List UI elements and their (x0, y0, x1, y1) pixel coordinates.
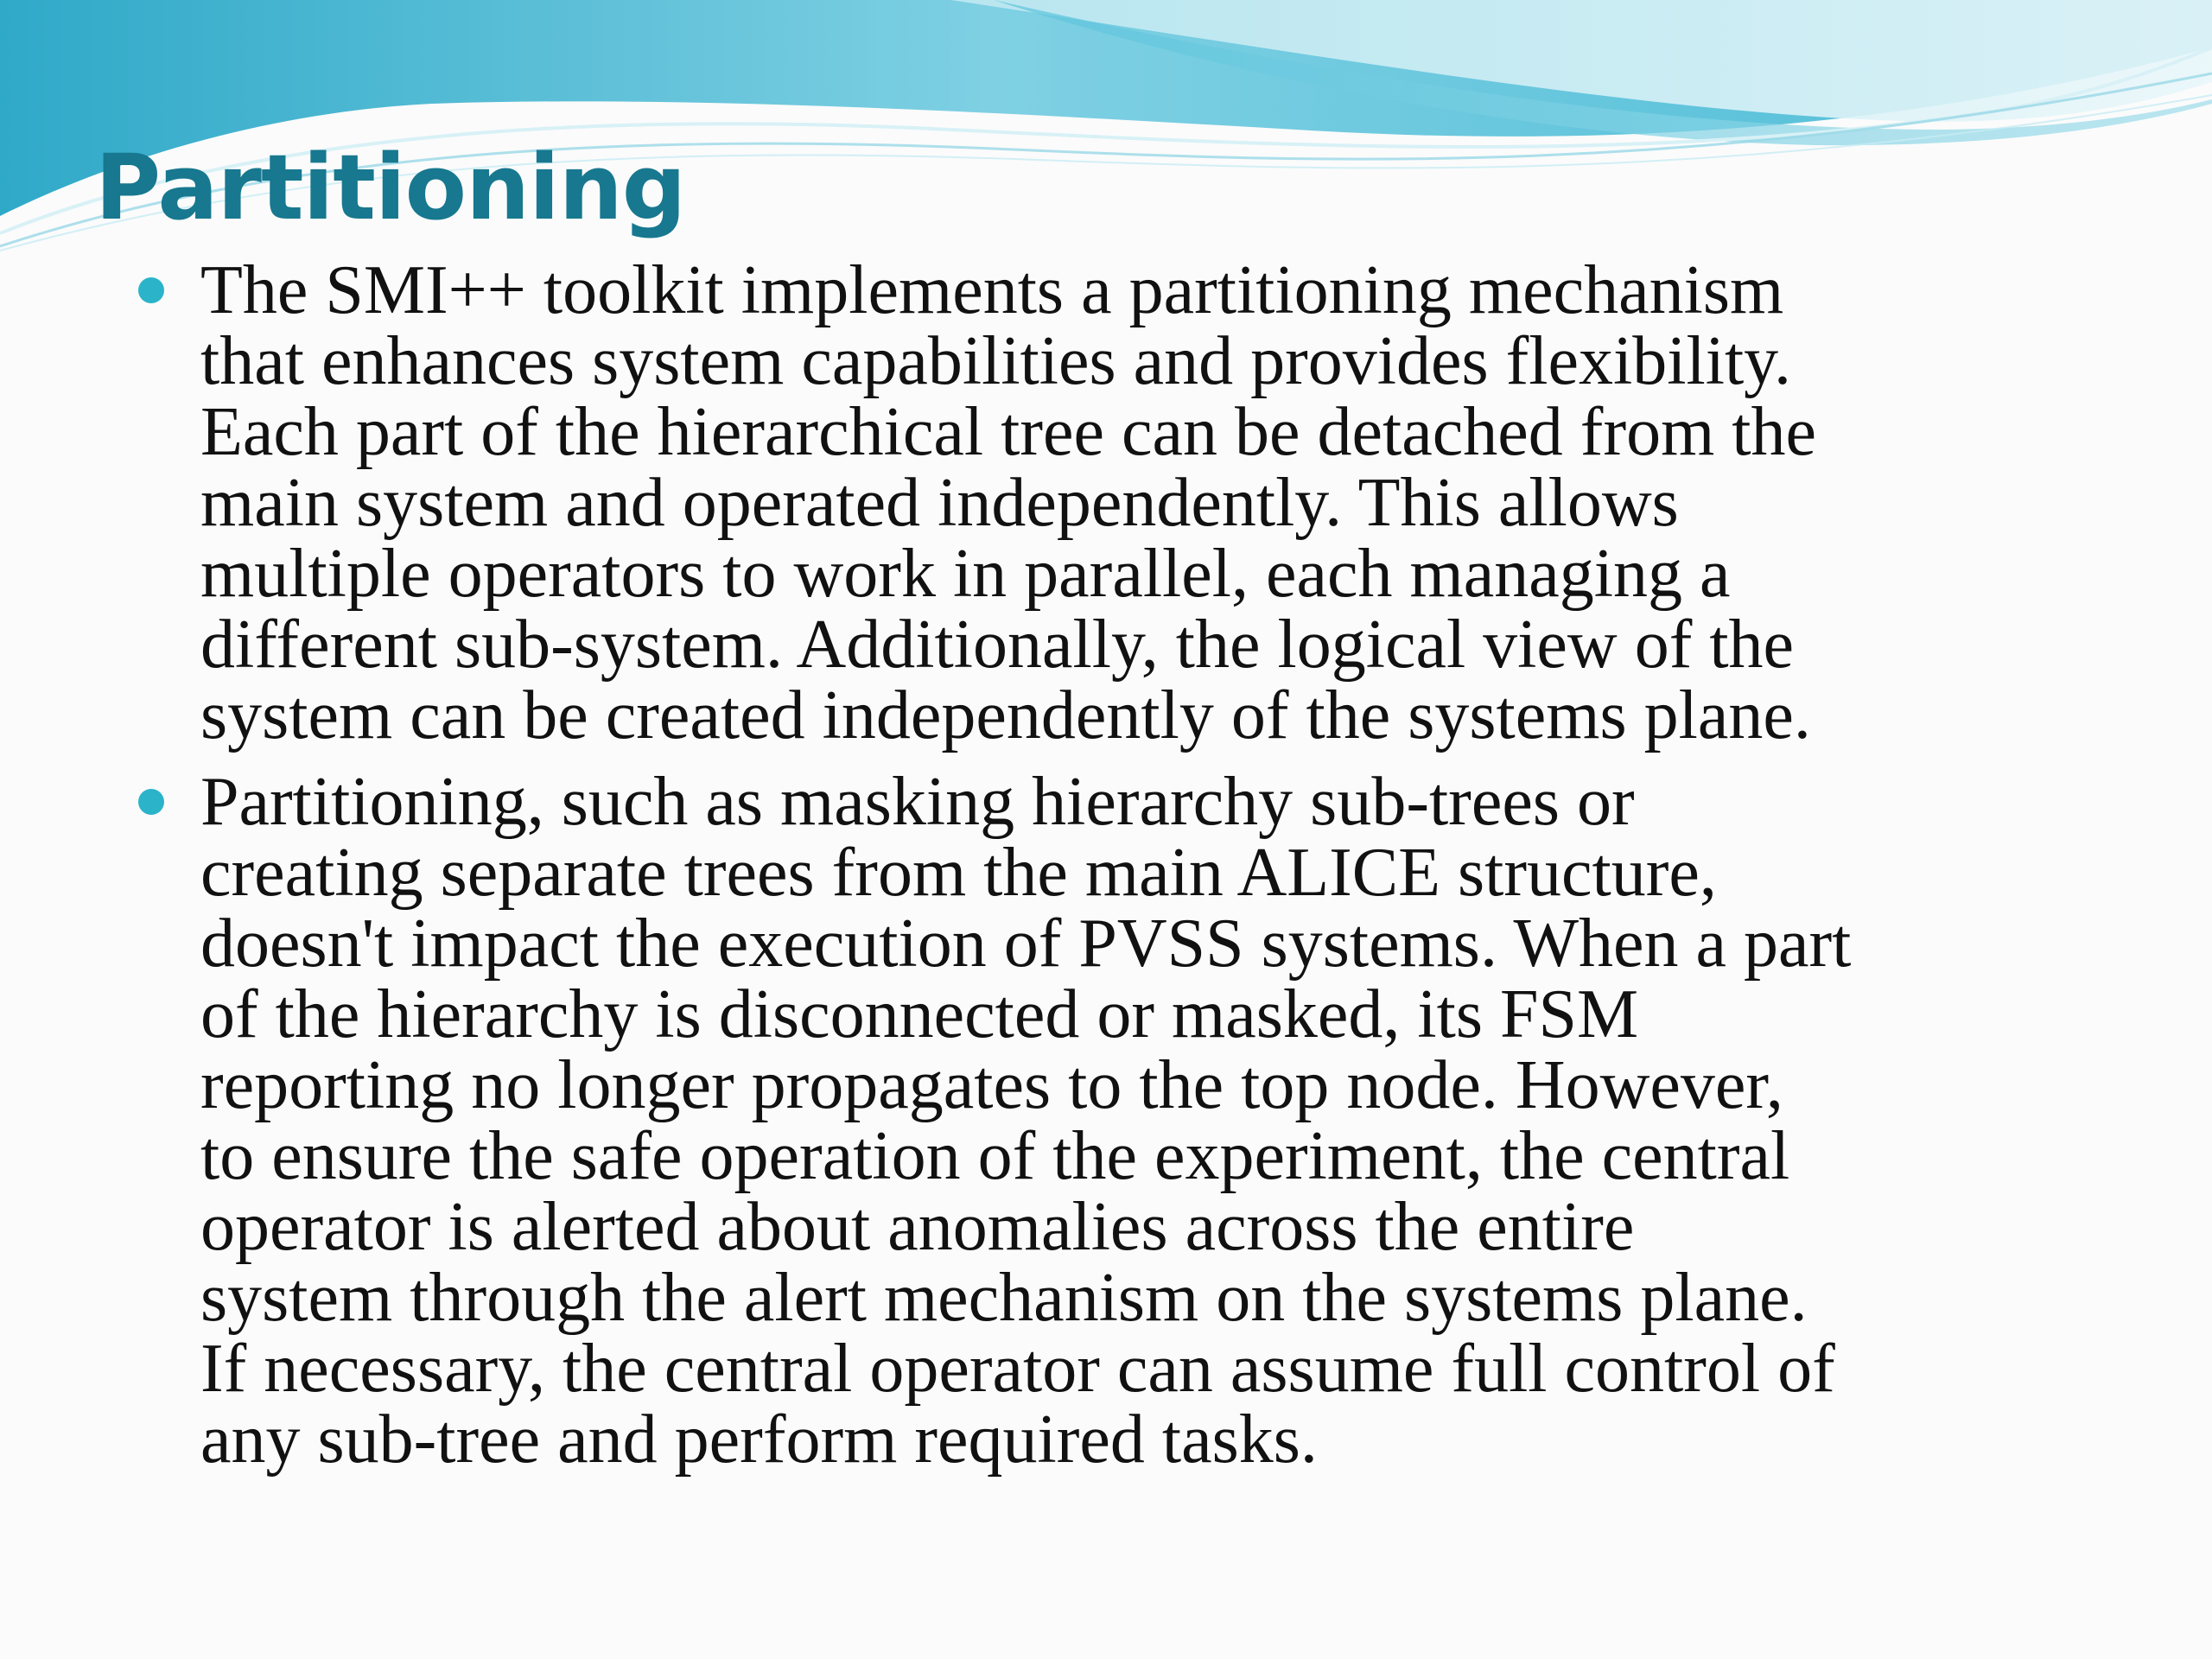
bullet-text-line: If necessary, the central operator can assume full control of (200, 1331, 1835, 1407)
bullet-text-line: to ensure the safe operation of the experiment, the central (200, 1118, 1790, 1194)
bullet-item (138, 764, 2117, 1478)
bullet-text-line: The SMI++ toolkit implements a partitioning mechanism (200, 252, 1784, 328)
bullet-item (138, 252, 2117, 753)
bullet-text-line: creating separate trees from the main ALICE structure, (200, 835, 1717, 911)
bullet-text-line: system can be created independently of the systems plane. (200, 677, 1811, 753)
bullet-dot-icon (138, 789, 164, 815)
bullet-text-line: Partitioning, such as masking hierarchy sub-trees or (200, 764, 1635, 840)
bullet-list (138, 252, 2117, 1491)
bullet-text-line: reporting no longer propagates to the top node. However, (200, 1047, 1783, 1123)
bullet-text-line: Each part of the hierarchical tree can be detached from the (200, 394, 1817, 470)
bullet-text-line: that enhances system capabilities and provides flexibility. (200, 323, 1791, 399)
slide-title: Partitioning (95, 135, 686, 240)
bullet-text-line: doesn't impact the execution of PVSS systems. When a part (200, 906, 1852, 982)
bullet-text-line: system through the alert mechanism on the systems plane. (200, 1260, 1808, 1336)
bullet-text-line: any sub-tree and perform required tasks. (200, 1402, 1318, 1478)
bullet-text-line: operator is alerted about anomalies across the entire (200, 1189, 1635, 1265)
bullet-dot-icon (138, 277, 164, 303)
bullet-text-line: different sub-system. Additionally, the logical view of the (200, 607, 1795, 683)
bullet-text-line: of the hierarchy is disconnected or masked, its FSM (200, 976, 1639, 1052)
bullet-text-line: main system and operated independently. This allows (200, 465, 1679, 541)
bullet-text-line: multiple operators to work in parallel, each managing a (200, 536, 1731, 612)
